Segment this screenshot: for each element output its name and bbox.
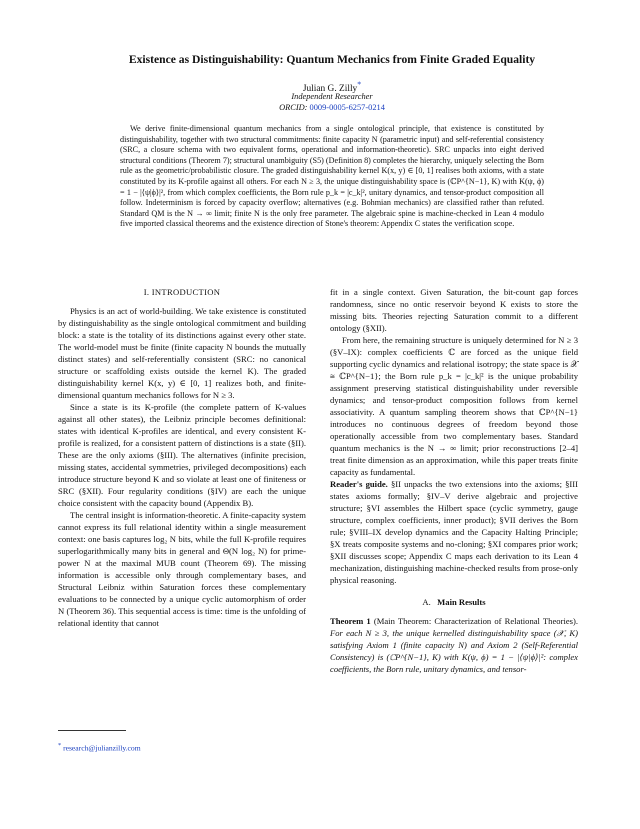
abstract-text: We derive finite-dimensional quantum mechanics from a single ontological principle, that existence is constituted by distinguishability, together with two structural commitments: finite capacity N (parametric input) and self-referential consistency (SRC, a closure schema with two equivalent forms, operational and information-theoretic). SRC unpacks into eight derived structural conditions (Theorem 7); structural unambiguity (S5) (Definition 8) completes the hierarchy, uniquely selecting the Born rule as the geometric/probabilistic closure. The graded distinguishability kernel K(x, y) ∈ [0, 1] realises both axioms, with a state constituted by its K-profile against all others. For each N ≥ 3, the unique distinguishability space is (ℂP^{N−1}, K) with K(ψ, ϕ) = 1 − |⟨ψ|ϕ⟩|², from which complex coefficients, the Born rule p_k = |c_k|², unitary dynamics, and tensor-product composition all follow. Indeterminism is forced by capacity overflow; alternatives (e.g. Bohmian mechanics) are classified rather than refuted. Standard QM is the N → ∞ limit; finite N is the only free parameter. The algebraic spine is machine-checked in Lean 4 modulo five imported classical theorems and the existence direction of Stone's theorem: Appendix C states the verification scope. [120, 124, 544, 229]
author-email-link[interactable]: research@julianzilly.com [63, 743, 141, 753]
subsection-title: Main Results [437, 597, 486, 607]
intro-paragraph-3: The central insight is information-theoretic. A finite-capacity system cannot express its full relational identity within a single measurement context: one basis captures log₂ N bits, while the full K-profile requires superlogarithmically many bits in general and Θ(N log₂ N) for prime-power N at the maximal MUB count (Theorem 69). The missing information is accessible only through complementary bases, and Structural Leibniz within Saturation forces these complementary evaluations to be connected by a unique cyclic automorphism of order N (Theorem 36). This sequential access is time: time is the unfolding of relational identity that cannot [58, 510, 306, 628]
readers-guide-text: §II unpacks the two extensions into the axioms; §III states axioms formally; §IV–V derive algebraic and projective structure; §VI assembles the Hilbert space (cyclic symmetry, gauge structure, complex coefficients, inner product); §VII derives the Born rule; §VIII–IX develop dynamics and the Capacity Halting Principle; §X treats composite systems and no-cloning; §XI compares prior work; §XII discusses scope; Appendix C maps each derivation to its Lean 4 mechanization, distinguishing machine-checked results from prose-only physical reasoning. [330, 479, 578, 585]
intro-paragraph-1: Physics is an act of world-building. We take existence is constituted by distinguishability as the single ontological commitment and building block: a state is the totality of its distinctions against every other state. The world-model must be finite (finite capacity N bounds the mutually distinct states) and self-referentially consistent (SRC: no canonical structure or scaffolding exists outside the kernel K). The graded distinguishability kernel K(x, y) ∈ [0, 1] realizes both, and finite-dimensional quantum mechanics follows for N ≥ 3. [58, 306, 306, 400]
readers-guide-paragraph [330, 478, 578, 586]
arxiv-identifier-stamp [4, 150, 38, 690]
paper-title: Existence as Distinguishability: Quantum Mechanics from Finite Graded Equality [128, 53, 536, 66]
subsection-heading-main-results [330, 596, 578, 608]
author-name: Julian G. Zilly [302, 84, 358, 95]
theorem-1 [330, 615, 578, 675]
orcid-link[interactable]: 0009-0005-6257-0214 [309, 103, 385, 112]
intro-paragraph-2: Since a state is its K-profile (the complete pattern of K-values against all other states), the Leibniz principle becomes definitional: states with identical K-profiles are identical, and every consistent K-profile is realized, for a consistent pattern of distinctions is a state (§II). These are the only axioms (§III). The alternatives (infinite precision, missing states, accidental symmetries, privileged decompositions) each introduce structure beyond K and so violate at least one of finiteness or SRC (§XII). Four regularity conditions (§IV) are each the unique choice consistent with the capacity bound (Appendix B). [58, 402, 306, 508]
footnote-mark: * [58, 742, 62, 749]
orcid-line [58, 103, 606, 112]
intro-paragraph-5: From here, the remaining structure is uniquely determined for N ≥ 3 (§V–IX): complex coefficients ℂ are forced as the unique field supporting cyclic dynamics and relational isotropy; the state space is 𝒳 ≅ ℂP^{N−1}; the Born rule p_k = |c_k|² is the unique probability assignment preserving statistical distinguishability under reversible dynamics; and tensor-product composition follows from kernel associativity. A quantum sampling theorem shows that ℂP^{N−1} introduces no continuous degrees of freedom beyond those operationally accessible from two complementary bases. Standard quantum mechanics is the N → ∞ limit; prior reconstructions [2–4] treat finite dimension as an approximation, while this paper treats finite capacity as fundamental. [330, 335, 578, 477]
theorem-label: Theorem 1 [330, 616, 371, 626]
left-column [58, 286, 306, 629]
footnote-divider [58, 730, 126, 731]
author-footnote-mark[interactable]: * [357, 80, 362, 89]
theorem-body: For each N ≥ 3, the unique kernelled distinguishability space (𝒳, K) satisfying Axiom 1 (finite capacity N) and Axiom 2 (Self-Referential Consistency) is (ℂP^{N−1}, K) with K(ψ, ϕ) = 1 − |⟨ψ|ϕ⟩|²: complex coefficients, the Born rule, unitary dynamics, and tensor- [330, 628, 578, 674]
subsection-number: A. [422, 597, 431, 607]
intro-paragraph-4: fit in a single context. Given Saturation, the bit-count gap forces randomness, since no ontic reservoir beyond K exists to store the missing bits. Theories rejecting Saturation commit to a different ontology (§XII). [330, 287, 578, 333]
orcid-label: ORCID: [279, 103, 308, 112]
readers-guide-label: Reader's guide. [330, 479, 388, 489]
theorem-name: (Main Theorem: Characterization of Relational Theories). [373, 616, 579, 626]
author-affiliation: Independent Researcher [291, 92, 373, 101]
abstract [120, 124, 544, 230]
footnote [58, 742, 306, 753]
right-column [330, 286, 578, 675]
section-heading-introduction: I. INTRODUCTION [143, 287, 221, 297]
